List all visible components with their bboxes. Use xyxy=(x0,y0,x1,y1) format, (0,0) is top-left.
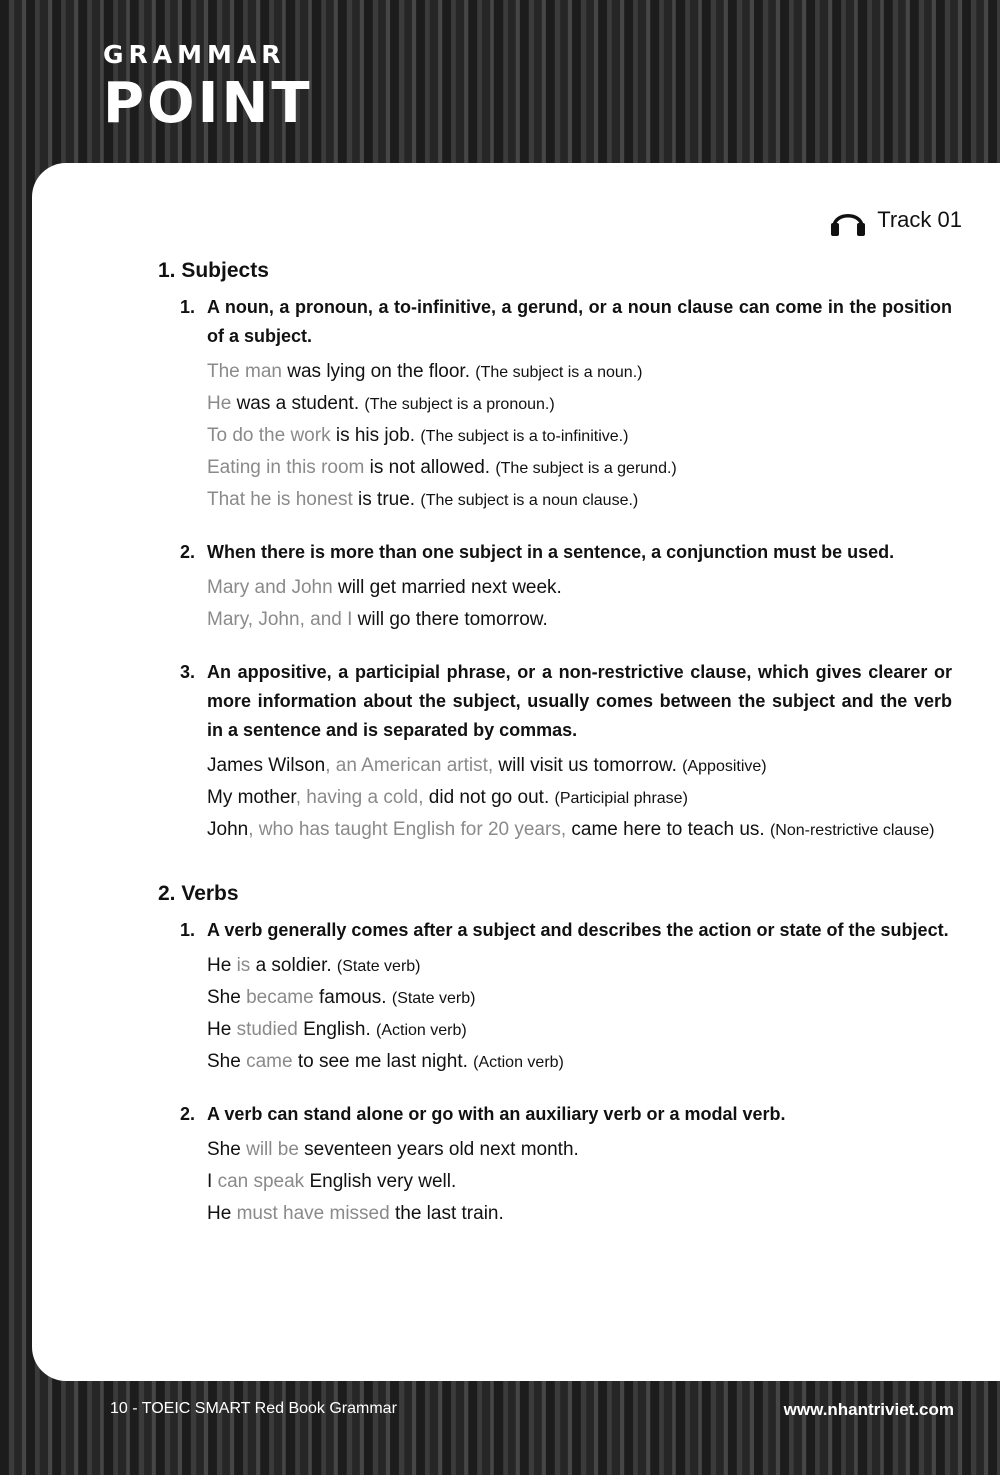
example-note: (Appositive) xyxy=(682,758,767,775)
example-highlight: , who has taught English for 20 years, xyxy=(248,819,567,840)
example-sentence xyxy=(207,420,952,452)
example-list xyxy=(207,356,952,516)
example-note: (The subject is a noun clause.) xyxy=(420,492,639,509)
example-sentence xyxy=(207,750,952,782)
example-highlight: To do the work xyxy=(207,425,331,446)
example-highlight: came xyxy=(246,1051,293,1072)
example-sentence xyxy=(207,1046,952,1078)
rule-text: A verb generally comes after a subject and describes the action or state of the subject. xyxy=(207,920,949,940)
track-label[interactable] xyxy=(829,203,962,237)
example-note: (Participial phrase) xyxy=(554,790,688,807)
example-highlight: Eating in this room xyxy=(207,457,365,478)
example-post: will get married next week. xyxy=(332,577,562,598)
example-highlight: must have missed xyxy=(236,1203,390,1224)
example-post: is his job. xyxy=(330,425,416,446)
example-post: will visit us tomorrow. xyxy=(493,755,677,776)
example-pre: He xyxy=(207,955,237,976)
example-pre: She xyxy=(207,1139,247,1160)
rule-number: 3. xyxy=(180,662,196,682)
example-highlight: Mary and John xyxy=(207,577,333,598)
example-list xyxy=(207,572,952,636)
example-pre: He xyxy=(207,1203,237,1224)
example-post: is true. xyxy=(352,489,416,510)
rule xyxy=(180,293,952,351)
example-pre: She xyxy=(207,1051,247,1072)
example-highlight: Mary, John, and I xyxy=(207,609,353,630)
header-grammar: GRAMMAR xyxy=(103,40,286,69)
example-sentence xyxy=(207,982,952,1014)
rule-number: 1. xyxy=(180,920,196,940)
example-note: (The subject is a to-infinitive.) xyxy=(420,428,629,445)
example-post: is not allowed. xyxy=(364,457,491,478)
example-pre: James Wilson xyxy=(207,755,326,776)
example-sentence xyxy=(207,484,952,516)
example-pre: He xyxy=(207,1019,237,1040)
example-highlight: became xyxy=(246,987,314,1008)
example-post: was lying on the floor. xyxy=(281,361,470,382)
example-list xyxy=(207,950,952,1078)
example-post: famous. xyxy=(313,987,387,1008)
rule-number: 2. xyxy=(180,542,196,562)
example-sentence xyxy=(207,1134,952,1166)
example-sentence xyxy=(207,782,952,814)
example-highlight: studied xyxy=(236,1019,298,1040)
example-post: will go there tomorrow. xyxy=(352,609,548,630)
grammar-content xyxy=(158,258,952,1230)
track-text: Track 01 xyxy=(877,207,962,232)
example-sentence xyxy=(207,1166,952,1198)
page-header xyxy=(103,40,313,136)
example-highlight: can speak xyxy=(217,1171,305,1192)
rule-number: 1. xyxy=(180,297,196,317)
rule xyxy=(180,658,952,745)
content-panel xyxy=(32,163,1000,1381)
example-sentence xyxy=(207,604,952,636)
section-title-verbs: 2. Verbs xyxy=(158,882,239,905)
example-highlight: The man xyxy=(207,361,282,382)
example-pre: John xyxy=(207,819,249,840)
example-note: (State verb) xyxy=(391,990,476,1007)
example-post: was a student. xyxy=(231,393,360,414)
example-note: (Non-restrictive clause) xyxy=(769,822,935,839)
example-note: (The subject is a noun.) xyxy=(475,364,643,381)
rule-text: A verb can stand alone or go with an auxiliary verb or a modal verb. xyxy=(207,1104,786,1124)
example-post: came here to teach us. xyxy=(566,819,765,840)
example-post: to see me last night. xyxy=(292,1051,468,1072)
example-highlight: He xyxy=(207,393,232,414)
example-pre: I xyxy=(207,1171,218,1192)
example-post: the last train. xyxy=(389,1203,504,1224)
example-pre: My mother xyxy=(207,787,296,808)
example-post: seventeen years old next month. xyxy=(298,1139,579,1160)
example-list xyxy=(207,750,952,846)
example-highlight: is xyxy=(236,955,251,976)
rule-number: 2. xyxy=(180,1104,196,1124)
example-note: (State verb) xyxy=(336,958,421,975)
example-list xyxy=(207,1134,952,1230)
rule-text: An appositive, a participial phrase, or a non-restrictive clause, which gives clearer or more information about the subject, usually comes between the subject and the verb in a sentence and is separated by commas. xyxy=(207,662,952,740)
headphones-icon xyxy=(829,203,867,237)
footer-website-link[interactable]: www.nhantriviet.com xyxy=(783,1400,954,1419)
example-highlight: That he is honest xyxy=(207,489,353,510)
example-highlight: , having a cold, xyxy=(295,787,424,808)
footer-book-title: 10 - TOEIC SMART Red Book Grammar xyxy=(110,1400,397,1417)
rule-text: When there is more than one subject in a sentence, a conjunction must be used. xyxy=(207,542,895,562)
rule xyxy=(180,1100,952,1129)
example-note: (Action verb) xyxy=(376,1022,467,1039)
example-sentence xyxy=(207,388,952,420)
example-highlight: , an American artist, xyxy=(325,755,494,776)
example-post: English. xyxy=(297,1019,371,1040)
example-sentence xyxy=(207,950,952,982)
example-note: (The subject is a gerund.) xyxy=(495,460,677,477)
rule-text: A noun, a pronoun, a to-infinitive, a gerund, or a noun clause can come in the position of a subject. xyxy=(207,297,952,346)
example-pre: She xyxy=(207,987,247,1008)
rule xyxy=(180,538,952,567)
example-sentence xyxy=(207,1014,952,1046)
page-footer xyxy=(110,1400,954,1420)
example-note: (The subject is a pronoun.) xyxy=(364,396,555,413)
example-sentence xyxy=(207,814,952,846)
example-highlight: will be xyxy=(246,1139,299,1160)
example-sentence xyxy=(207,356,952,388)
example-sentence xyxy=(207,1198,952,1230)
rule xyxy=(180,916,952,945)
example-sentence xyxy=(207,572,952,604)
example-post: a soldier. xyxy=(250,955,332,976)
example-sentence xyxy=(207,452,952,484)
example-post: did not go out. xyxy=(423,787,550,808)
header-point: POINT xyxy=(103,71,313,136)
section-title-subjects: 1. Subjects xyxy=(158,259,269,282)
example-post: English very well. xyxy=(304,1171,457,1192)
example-note: (Action verb) xyxy=(473,1054,564,1071)
